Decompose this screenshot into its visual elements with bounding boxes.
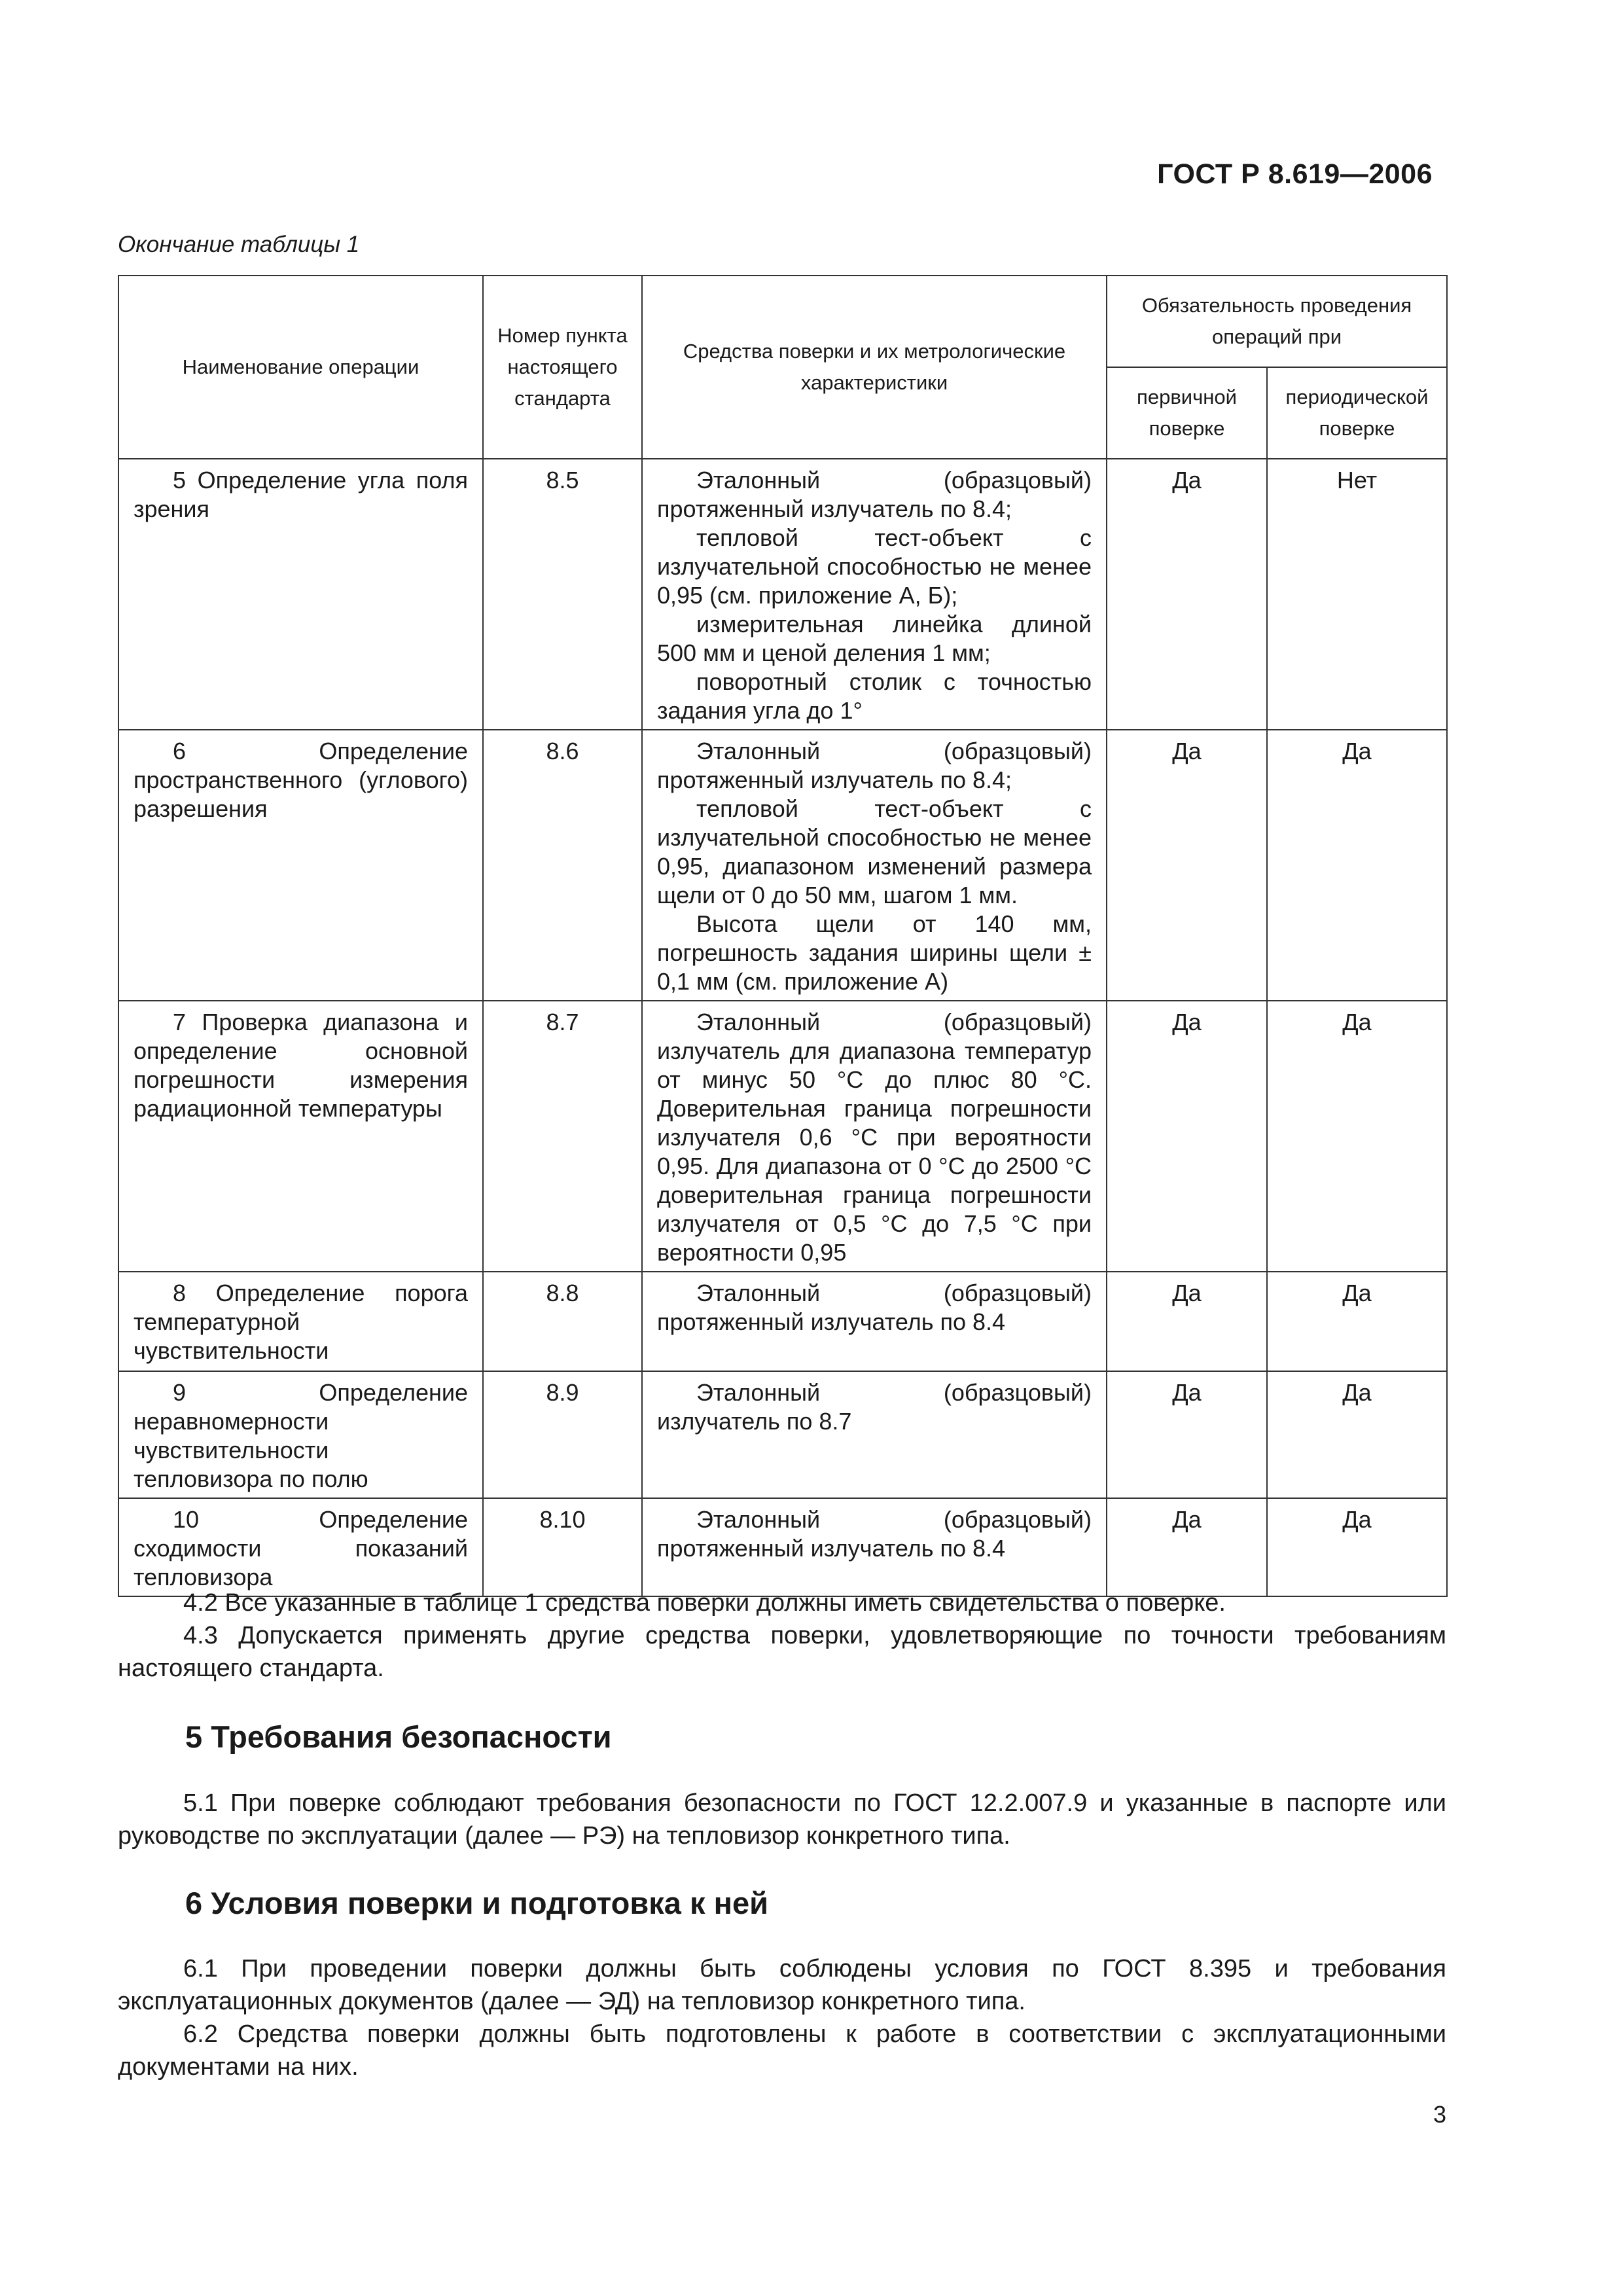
periodic-cell: Да <box>1267 1498 1447 1596</box>
means-line: Эталонный (образцовый) излучатель для диапазона температур от минус 50 °С до плюс 80 °С. Доверительная граница погрешности излучателя 0,6 °С при вероятности 0,95. Для диапазона от 0 °С до 2500 °С доверительная граница погрешности излучателя от 0,5 °С до 7,5 °С при вероятности 0,95 <box>657 1009 1092 1266</box>
header-operation: Наименование операции <box>118 276 483 459</box>
primary-cell: Да <box>1107 1498 1267 1596</box>
clause-cell: 8.10 <box>483 1498 642 1596</box>
operation-cell: 9 Определение неравномерности чувствительности тепловизора по полю <box>118 1371 483 1498</box>
means-line: тепловой тест-объект с излучательной способностью не менее 0,95, диапазоном изменений размера щели от 0 до 50 мм, шагом 1 мм. <box>657 795 1092 908</box>
verification-table <box>118 275 1448 1597</box>
clause-cell: 8.9 <box>483 1371 642 1498</box>
means-line: Эталонный (образцовый) излучатель по 8.7 <box>657 1379 1092 1435</box>
primary-cell: Да <box>1107 1272 1267 1371</box>
table-row <box>118 1272 1447 1371</box>
means-cell <box>642 1498 1107 1596</box>
paragraph-4-2: 4.2 Все указанные в таблице 1 средства поверки должны иметь свидетельства о поверке. <box>183 1589 1226 1617</box>
means-line: Эталонный (образцовый) протяженный излучатель по 8.4; <box>657 738 1092 793</box>
clause-cell: 8.5 <box>483 459 642 730</box>
paragraph-6-1: 6.1 При проведении поверки должны быть соблюдены условия по ГОСТ 8.395 и требования эксплуатационных документов (далее — ЭД) на тепловизор конкретного типа. <box>118 1955 1446 2015</box>
paragraph-6-2: 6.2 Средства поверки должны быть подготовлены к работе в соответствии с эксплуатационными документами на них. <box>118 2020 1446 2081</box>
means-line: измерительная линейка длиной 500 мм и ценой деления 1 мм; <box>657 611 1092 666</box>
table-row <box>118 730 1447 1001</box>
operation-cell: 10 Определение сходимости показаний тепловизора <box>118 1498 483 1596</box>
operation-cell: 6 Определение пространственного (углового) разрешения <box>118 730 483 1001</box>
paragraph-5-1: 5.1 При поверке соблюдают требования безопасности по ГОСТ 12.2.007.9 и указанные в паспорте или руководстве по эксплуатации (далее — РЭ) на тепловизор конкретного типа. <box>118 1789 1446 1850</box>
means-line: Эталонный (образцовый) протяженный излучатель по 8.4; <box>657 467 1092 522</box>
clause-cell: 8.8 <box>483 1272 642 1371</box>
section-5-title: 5 Требования безопасности <box>185 1719 612 1754</box>
primary-cell: Да <box>1107 1371 1267 1498</box>
document-code: ГОСТ Р 8.619—2006 <box>1157 158 1433 190</box>
means-line: Эталонный (образцовый) протяженный излучатель по 8.4 <box>657 1280 1092 1335</box>
periodic-cell: Нет <box>1267 459 1447 730</box>
table-row <box>118 1498 1447 1596</box>
periodic-cell: Да <box>1267 1272 1447 1371</box>
means-line: поворотный столик с точностью задания угла до 1° <box>657 668 1092 724</box>
periodic-cell: Да <box>1267 1001 1447 1272</box>
means-cell <box>642 1272 1107 1371</box>
periodic-cell: Да <box>1267 730 1447 1001</box>
means-line: тепловой тест-объект с излучательной способностью не менее 0,95 (см. приложение А, Б); <box>657 524 1092 609</box>
header-clause: Номер пункта настоящего стандарта <box>483 276 642 459</box>
primary-cell: Да <box>1107 1001 1267 1272</box>
means-line: Высота щели от 140 мм, погрешность задания ширины щели ± 0,1 мм (см. приложение А) <box>657 910 1092 995</box>
operation-cell: 7 Проверка диапазона и определение основной погрешности измерения радиационной температуры <box>118 1001 483 1272</box>
header-periodic: периодической поверке <box>1267 367 1447 459</box>
means-cell <box>642 459 1107 730</box>
primary-cell: Да <box>1107 730 1267 1001</box>
means-cell <box>642 730 1107 1001</box>
clause-cell: 8.7 <box>483 1001 642 1272</box>
table-row <box>118 459 1447 730</box>
table-row <box>118 1001 1447 1272</box>
paragraph-4-3: 4.3 Допускается применять другие средства поверки, удовлетворяющие по точности требованиям настоящего стандарта. <box>118 1622 1446 1682</box>
operation-cell: 5 Определение угла поля зрения <box>118 459 483 730</box>
operation-cell: 8 Определение порога температурной чувствительности <box>118 1272 483 1371</box>
means-line: Эталонный (образцовый) протяженный излучатель по 8.4 <box>657 1506 1092 1562</box>
means-cell <box>642 1371 1107 1498</box>
header-primary: первичной поверке <box>1107 367 1267 459</box>
page-number: 3 <box>1433 2101 1446 2128</box>
table-caption: Окончание таблицы 1 <box>118 232 360 257</box>
section-6-title: 6 Условия поверки и подготовка к ней <box>185 1886 769 1920</box>
means-cell <box>642 1001 1107 1272</box>
header-means: Средства поверки и их метрологические характеристики <box>642 276 1107 459</box>
primary-cell: Да <box>1107 459 1267 730</box>
periodic-cell: Да <box>1267 1371 1447 1498</box>
clause-cell: 8.6 <box>483 730 642 1001</box>
table-row <box>118 1371 1447 1498</box>
header-mandatory: Обязательность проведения операций при <box>1107 276 1447 367</box>
